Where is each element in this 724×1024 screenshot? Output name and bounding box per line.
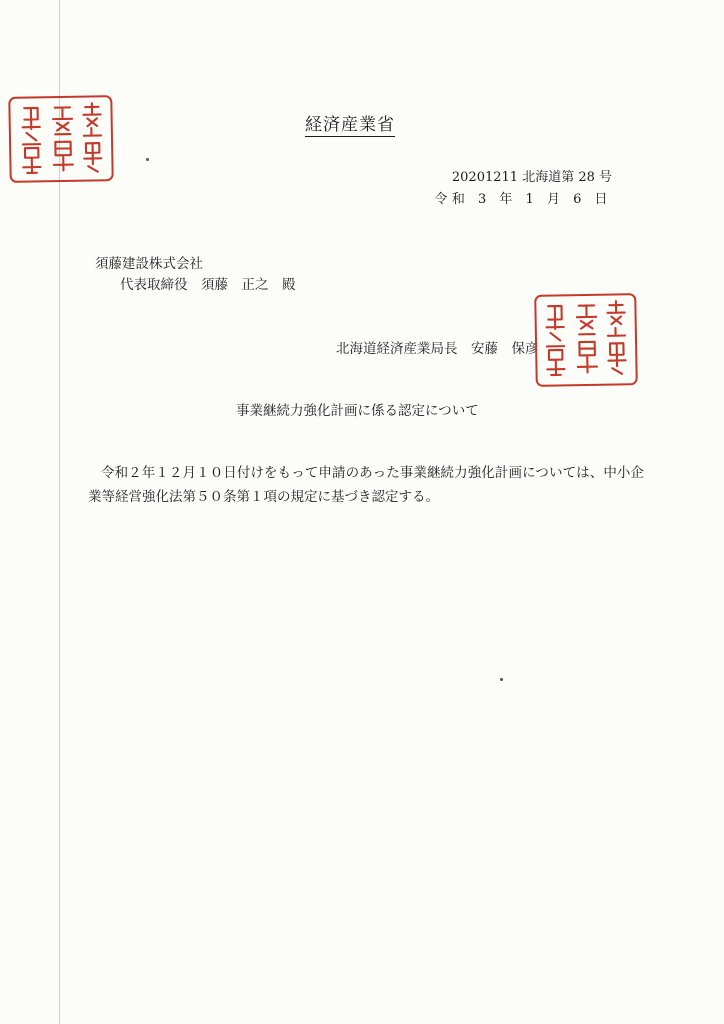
body-paragraph: 令和２年１２月１０日付けをもって申請のあった事業継続力強化計画については、中小企業等経営強化法第５０条第１項の規定に基づき認定する。	[88, 465, 645, 505]
official-seal-icon	[8, 95, 113, 183]
body-text	[88, 461, 644, 509]
official-seal-icon	[534, 293, 638, 387]
ministry-name: 経済産業省	[305, 110, 395, 137]
subject-line: 事業継続力強化計画に係る認定について	[236, 403, 479, 419]
sender-title-name: 北海道経済産業局長 安藤 保彦	[336, 341, 539, 357]
recipient-representative: 代表取締役 須藤 正之 殿	[120, 277, 296, 293]
document-date: 令和 3 年 1 月 6 日	[434, 192, 612, 207]
scan-speck	[146, 158, 149, 161]
document-number: 20201211 北海道第 28 号	[451, 170, 612, 185]
recipient-company: 須藤建設株式会社	[95, 256, 203, 272]
scan-speck	[500, 678, 503, 681]
